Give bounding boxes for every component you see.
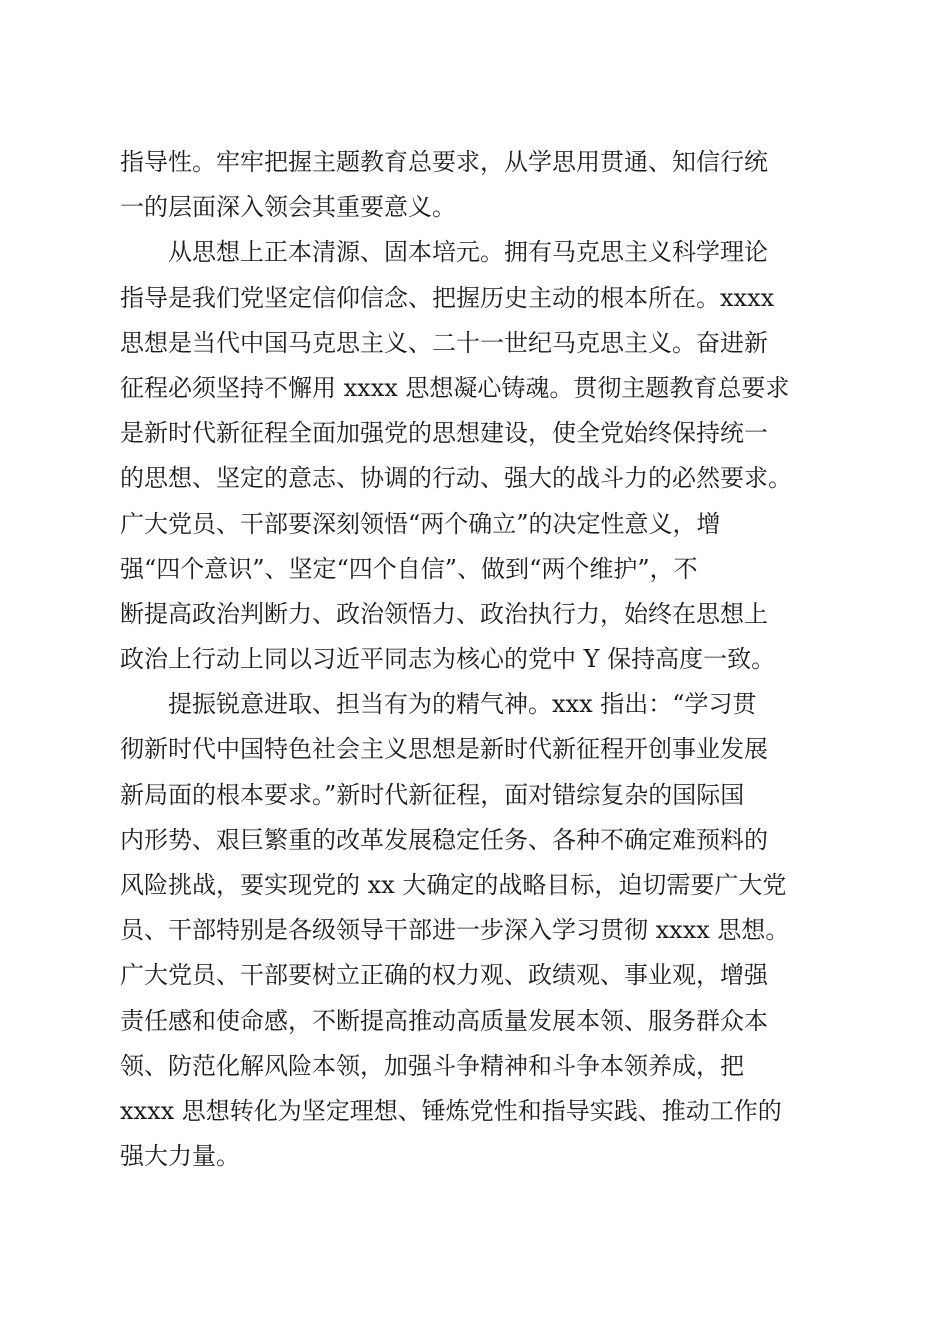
text-line: 征程必须坚持不懈用 xxxx 思想凝心铸魂。贯彻主题教育总要求	[120, 373, 790, 402]
text-line: 的思想、坚定的意志、协调的行动、强大的战斗力的必然要求。	[120, 464, 792, 493]
text-line: 指导性。牢牢把握主题教育总要求，从学思用贯通、知信行统	[120, 148, 768, 176]
text-line: 强大力量。	[120, 1142, 240, 1171]
text-line: 广大党员、干部要深刻领悟“两个确立”的决定性意义，增	[120, 509, 721, 538]
text-line: 断提高政治判断力、政治领悟力、政治执行力，始终在思想上	[120, 599, 768, 628]
text-line: 新局面的根本要求。”新时代新征程，面对错综复杂的国际国	[120, 780, 745, 809]
text-line: 强“四个意识”、坚定“四个自信”、做到“两个维护”，不	[120, 554, 698, 583]
text-line: 是新时代新征程全面加强党的思想建设，使全党始终保持统一	[120, 419, 768, 448]
text-line: 员、干部特别是各级领导干部进一步深入学习贯彻 xxxx 思想。	[120, 916, 790, 945]
text-line: xxxx 思想转化为坚定理想、锤炼党性和指导实践、推动工作的	[120, 1096, 782, 1125]
text-line: 内形势、艰巨繁重的改革发展稳定任务、各种不确定难预料的	[120, 825, 768, 854]
document-body	[120, 140, 830, 1179]
text-line: 一的层面深入领会其重要意义。	[120, 193, 456, 222]
paragraph-heading-line: 提振锐意进取、担当有为的精气神。xxx 指出：“学习贯	[168, 690, 757, 719]
text-line: 政治上行动上同以习近平同志为核心的党中 Y 保持高度一致。	[120, 645, 776, 674]
text-line: 广大党员、干部要树立正确的权力观、政绩观、事业观，增强	[120, 961, 768, 990]
paragraph-heading-line: 从思想上正本清源、固本培元。拥有马克思主义科学理论	[168, 238, 768, 267]
text-line: 彻新时代中国特色社会主义思想是新时代新征程开创事业发展	[120, 735, 768, 764]
text-line: 领、防范化解风险本领，加强斗争精神和斗争本领养成，把	[120, 1051, 744, 1080]
text-line: 指导是我们党坚定信仰信念、把握历史主动的根本所在。xxxx	[120, 283, 775, 312]
text-line: 思想是当代中国马克思主义、二十一世纪马克思主义。奋进新	[120, 328, 768, 357]
text-line: 责任感和使命感，不断提高推动高质量发展本领、服务群众本	[120, 1006, 768, 1035]
text-line: 风险挑战，要实现党的 xx 大确定的战略目标，迫切需要广大党	[120, 871, 787, 899]
